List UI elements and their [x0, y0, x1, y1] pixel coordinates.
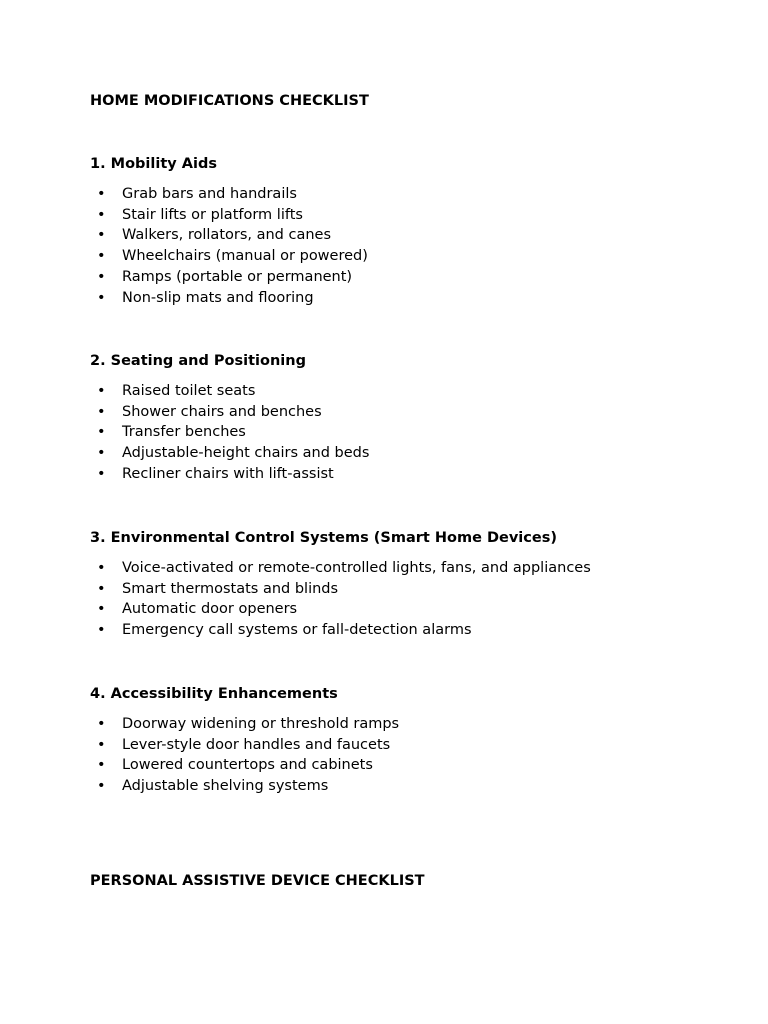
list-item-text: Non-slip mats and flooring [122, 289, 314, 306]
bullet-icon: • [97, 403, 106, 420]
bullet-icon: • [97, 757, 106, 774]
bullet-icon: • [97, 465, 106, 482]
list-item [90, 558, 730, 579]
page-title: HOME MODIFICATIONS CHECKLIST [90, 93, 369, 109]
checklist [90, 714, 730, 797]
bullet-icon: • [97, 445, 106, 462]
list-item [90, 714, 730, 735]
list-item-text: Stair lifts or platform lifts [122, 206, 303, 223]
list-item [90, 579, 730, 600]
list-item [90, 443, 730, 464]
bullet-icon: • [97, 289, 106, 306]
section-seating-positioning [90, 352, 730, 485]
section-accessibility-enhancements [90, 685, 730, 797]
list-item [90, 381, 730, 402]
list-item [90, 184, 730, 205]
list-item [90, 755, 730, 776]
list-item [90, 288, 730, 309]
bullet-icon: • [97, 622, 106, 639]
list-item-text: Lever-style door handles and faucets [122, 736, 391, 753]
bullet-icon: • [97, 736, 106, 753]
bullet-icon: • [97, 186, 106, 202]
bullet-icon: • [97, 601, 106, 618]
list-item-text: Walkers, rollators, and canes [122, 227, 332, 244]
list-item [90, 776, 730, 797]
list-item [90, 267, 730, 288]
section-heading: 1. Mobility Aids [90, 156, 217, 172]
section-heading: 4. Accessibility Enhancements [90, 686, 338, 702]
bullet-icon: • [97, 778, 106, 795]
checklist [90, 558, 730, 641]
second-checklist-title: PERSONAL ASSISTIVE DEVICE CHECKLIST [90, 873, 425, 889]
list-item-text: Wheelchairs (manual or powered) [122, 248, 368, 265]
list-item-text: Automatic door openers [122, 601, 298, 618]
list-item [90, 205, 730, 226]
bullet-icon: • [97, 248, 106, 265]
list-item-text: Doorway widening or threshold ramps [122, 716, 400, 732]
list-item [90, 422, 730, 443]
section-mobility-aids [90, 155, 730, 308]
checklist [90, 184, 730, 308]
list-item [90, 225, 730, 246]
list-item [90, 464, 730, 485]
section-environmental-control [90, 529, 730, 641]
list-item-text: Emergency call systems or fall-detection alarms [122, 622, 472, 639]
list-item-text: Adjustable-height chairs and beds [122, 445, 370, 462]
list-item [90, 402, 730, 423]
list-item [90, 599, 730, 620]
list-item [90, 735, 730, 756]
bullet-icon: • [97, 424, 106, 441]
bullet-icon: • [97, 383, 106, 399]
list-item [90, 246, 730, 267]
list-item-text: Raised toilet seats [122, 383, 256, 399]
list-item-text: Smart thermostats and blinds [122, 580, 339, 597]
bullet-icon: • [97, 716, 106, 732]
bullet-icon: • [97, 580, 106, 597]
bullet-icon: • [97, 268, 106, 285]
section-heading: 3. Environmental Control Systems (Smart Home Devices) [90, 530, 557, 546]
list-item-text: Grab bars and handrails [122, 186, 297, 202]
list-item-text: Transfer benches [122, 424, 246, 441]
list-item-text: Recliner chairs with lift-assist [122, 465, 334, 482]
bullet-icon: • [97, 227, 106, 244]
list-item-text: Adjustable shelving systems [122, 778, 329, 795]
list-item-text: Ramps (portable or permanent) [122, 268, 353, 285]
list-item [90, 620, 730, 641]
bullet-icon: • [97, 206, 106, 223]
list-item-text: Voice-activated or remote-controlled lights, fans, and appliances [122, 560, 591, 576]
list-item-text: Lowered countertops and cabinets [122, 757, 373, 774]
bullet-icon: • [97, 560, 106, 576]
checklist [90, 381, 730, 485]
list-item-text: Shower chairs and benches [122, 403, 322, 420]
section-heading: 2. Seating and Positioning [90, 353, 306, 369]
